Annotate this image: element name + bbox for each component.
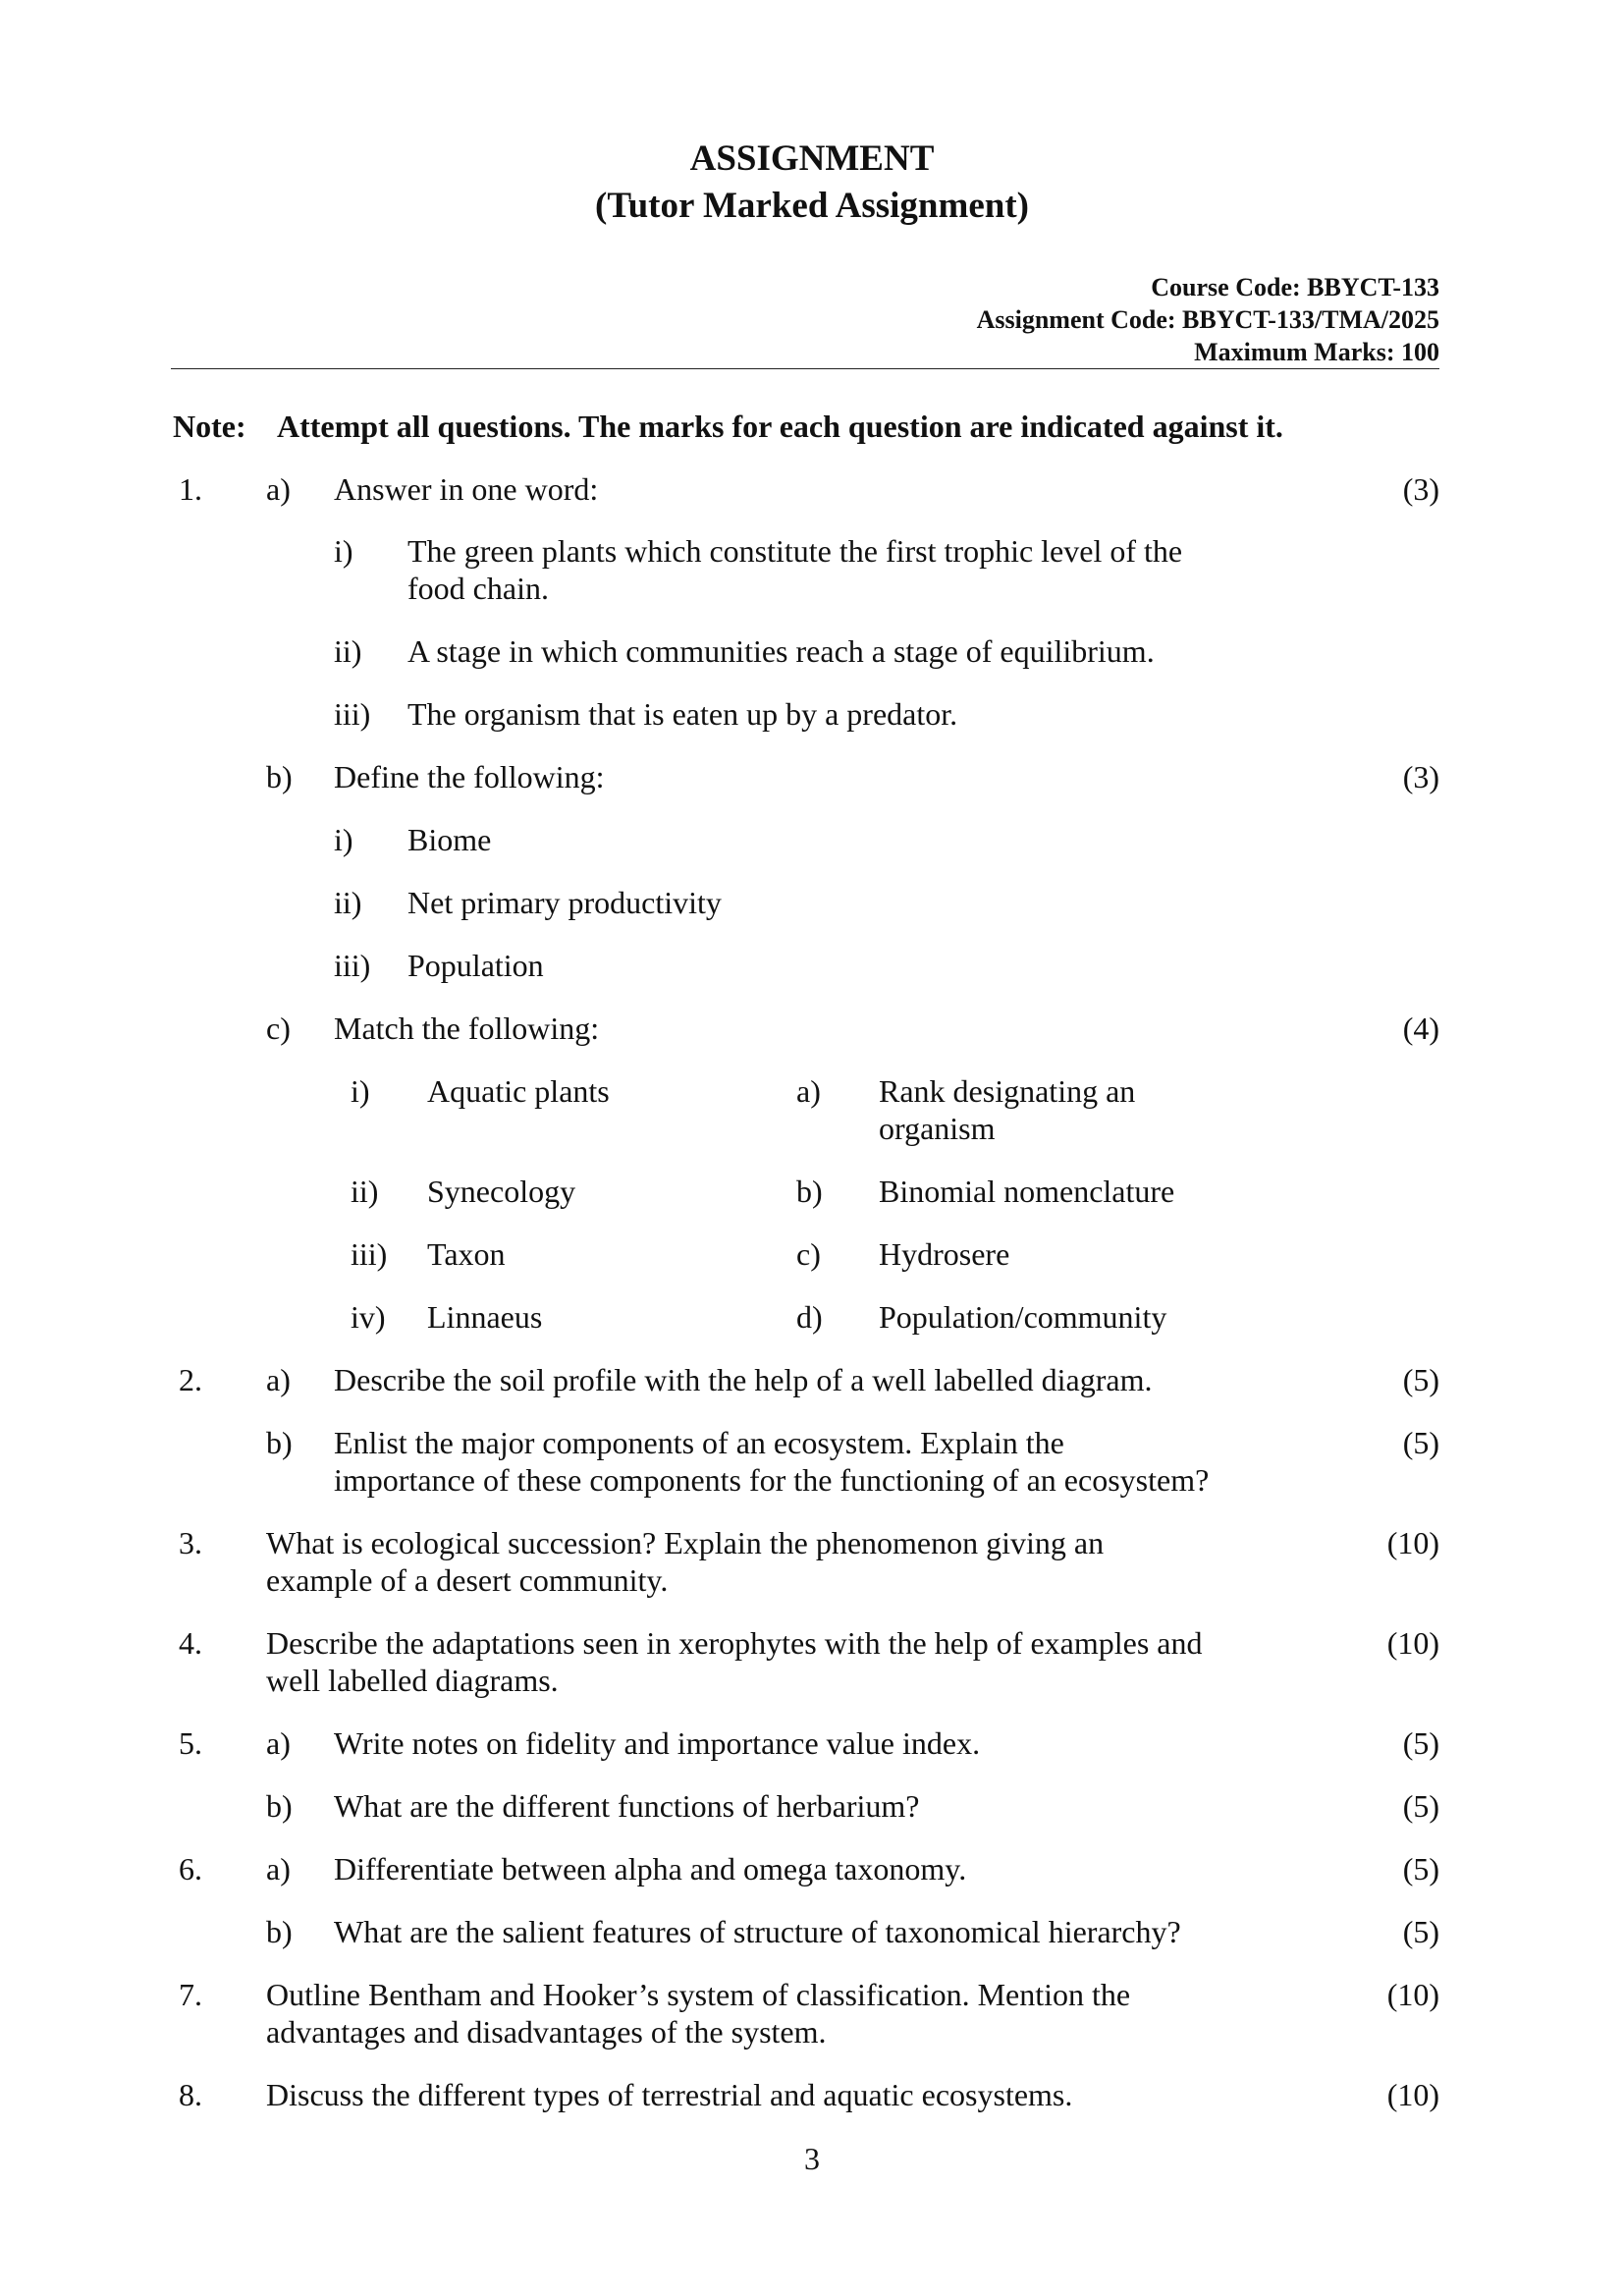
item-label: i) — [334, 822, 353, 857]
match-right-text: Rank designating an — [879, 1073, 1136, 1109]
part-label: a) — [266, 1362, 291, 1397]
match-left-label: iv) — [351, 1299, 386, 1335]
assignment-code: Assignment Code: BBYCT-133/TMA/2025 — [976, 305, 1439, 334]
assignment-subtitle: (Tutor Marked Assignment) — [595, 186, 1029, 226]
assignment-title: ASSIGNMENT — [689, 138, 935, 179]
marks: (10) — [1386, 2077, 1439, 2112]
question-text: Outline Bentham and Hooker’s system of classification. Mention the — [266, 1977, 1131, 2012]
part-text: What are the salient features of structure of taxonomical hierarchy? — [334, 1914, 1181, 1949]
note-text: Attempt all questions. The marks for each question are indicated against it. — [277, 409, 1283, 444]
question-text: Discuss the different types of terrestrial and aquatic ecosystems. — [266, 2077, 1073, 2112]
item-text: Net primary productivity — [407, 885, 722, 920]
part-label: b) — [266, 1788, 293, 1824]
item-text: A stage in which communities reach a stage of equilibrium. — [407, 633, 1155, 669]
item-text-continued: food chain. — [407, 571, 549, 606]
part-text-continued: importance of these components for the functioning of an ecosystem? — [334, 1462, 1210, 1498]
marks: (10) — [1386, 1625, 1439, 1661]
item-text: Biome — [407, 822, 492, 857]
match-left-label: iii) — [351, 1236, 388, 1272]
marks: (5) — [1402, 1914, 1439, 1949]
match-left-text: Synecology — [427, 1174, 576, 1209]
match-left-text: Linnaeus — [427, 1299, 543, 1335]
part-label: a) — [266, 1725, 291, 1761]
match-left-text: Taxon — [427, 1236, 506, 1272]
match-right-label: a) — [796, 1073, 821, 1109]
question-text-continued: advantages and disadvantages of the system. — [266, 2014, 827, 2050]
question-text: Describe the adaptations seen in xerophytes with the help of examples and — [266, 1625, 1203, 1661]
part-label: b) — [266, 759, 293, 794]
marks: (4) — [1402, 1011, 1439, 1046]
match-right-text: Binomial nomenclature — [879, 1174, 1175, 1209]
question-number: 2. — [179, 1362, 202, 1397]
marks: (3) — [1402, 759, 1439, 794]
part-text: Describe the soil profile with the help of a well labelled diagram. — [334, 1362, 1153, 1397]
part-label: c) — [266, 1011, 291, 1046]
marks: (5) — [1402, 1788, 1439, 1824]
question-number: 1. — [179, 471, 202, 507]
match-right-label: c) — [796, 1236, 821, 1272]
part-label: b) — [266, 1914, 293, 1949]
item-text: The green plants which constitute the first trophic level of the — [407, 533, 1183, 569]
part-text: Write notes on fidelity and importance value index. — [334, 1725, 981, 1761]
page-number: 3 — [804, 2141, 820, 2176]
item-label: ii) — [334, 885, 362, 920]
course-code: Course Code: BBYCT-133 — [1151, 273, 1439, 301]
match-right-text: Hydrosere — [879, 1236, 1010, 1272]
part-text: Enlist the major components of an ecosystem. Explain the — [334, 1425, 1064, 1460]
match-left-label: i) — [351, 1073, 370, 1109]
header-divider — [171, 368, 1439, 369]
part-label: a) — [266, 471, 291, 507]
match-left-label: ii) — [351, 1174, 379, 1209]
marks: (5) — [1402, 1362, 1439, 1397]
part-text: What are the different functions of herbarium? — [334, 1788, 920, 1824]
marks: (5) — [1402, 1725, 1439, 1761]
question-text: What is ecological succession? Explain the phenomenon giving an — [266, 1525, 1105, 1560]
part-text: Answer in one word: — [334, 471, 599, 507]
match-right-label: d) — [796, 1299, 823, 1335]
marks: (5) — [1402, 1425, 1439, 1460]
item-text: Population — [407, 948, 544, 983]
maximum-marks: Maximum Marks: 100 — [1194, 338, 1439, 366]
match-right-label: b) — [796, 1174, 823, 1209]
item-label: ii) — [334, 633, 362, 669]
part-text: Match the following: — [334, 1011, 600, 1046]
match-right-text: Population/community — [879, 1299, 1167, 1335]
question-number: 7. — [179, 1977, 202, 2012]
part-text: Differentiate between alpha and omega taxonomy. — [334, 1851, 967, 1886]
item-label: iii) — [334, 696, 371, 732]
marks: (10) — [1386, 1977, 1439, 2012]
question-number: 6. — [179, 1851, 202, 1886]
question-number: 3. — [179, 1525, 202, 1560]
part-label: a) — [266, 1851, 291, 1886]
question-number: 4. — [179, 1625, 202, 1661]
question-text-continued: well labelled diagrams. — [266, 1663, 559, 1698]
item-label: i) — [334, 533, 353, 569]
question-number: 8. — [179, 2077, 202, 2112]
marks: (5) — [1402, 1851, 1439, 1886]
question-number: 5. — [179, 1725, 202, 1761]
part-label: b) — [266, 1425, 293, 1460]
part-text: Define the following: — [334, 759, 605, 794]
question-text-continued: example of a desert community. — [266, 1562, 669, 1598]
match-right-text-continued: organism — [879, 1111, 996, 1146]
note-label: Note: — [173, 409, 246, 444]
match-left-text: Aquatic plants — [427, 1073, 610, 1109]
marks: (10) — [1386, 1525, 1439, 1560]
item-text: The organism that is eaten up by a predator. — [407, 696, 958, 732]
marks: (3) — [1402, 471, 1439, 507]
item-label: iii) — [334, 948, 371, 983]
